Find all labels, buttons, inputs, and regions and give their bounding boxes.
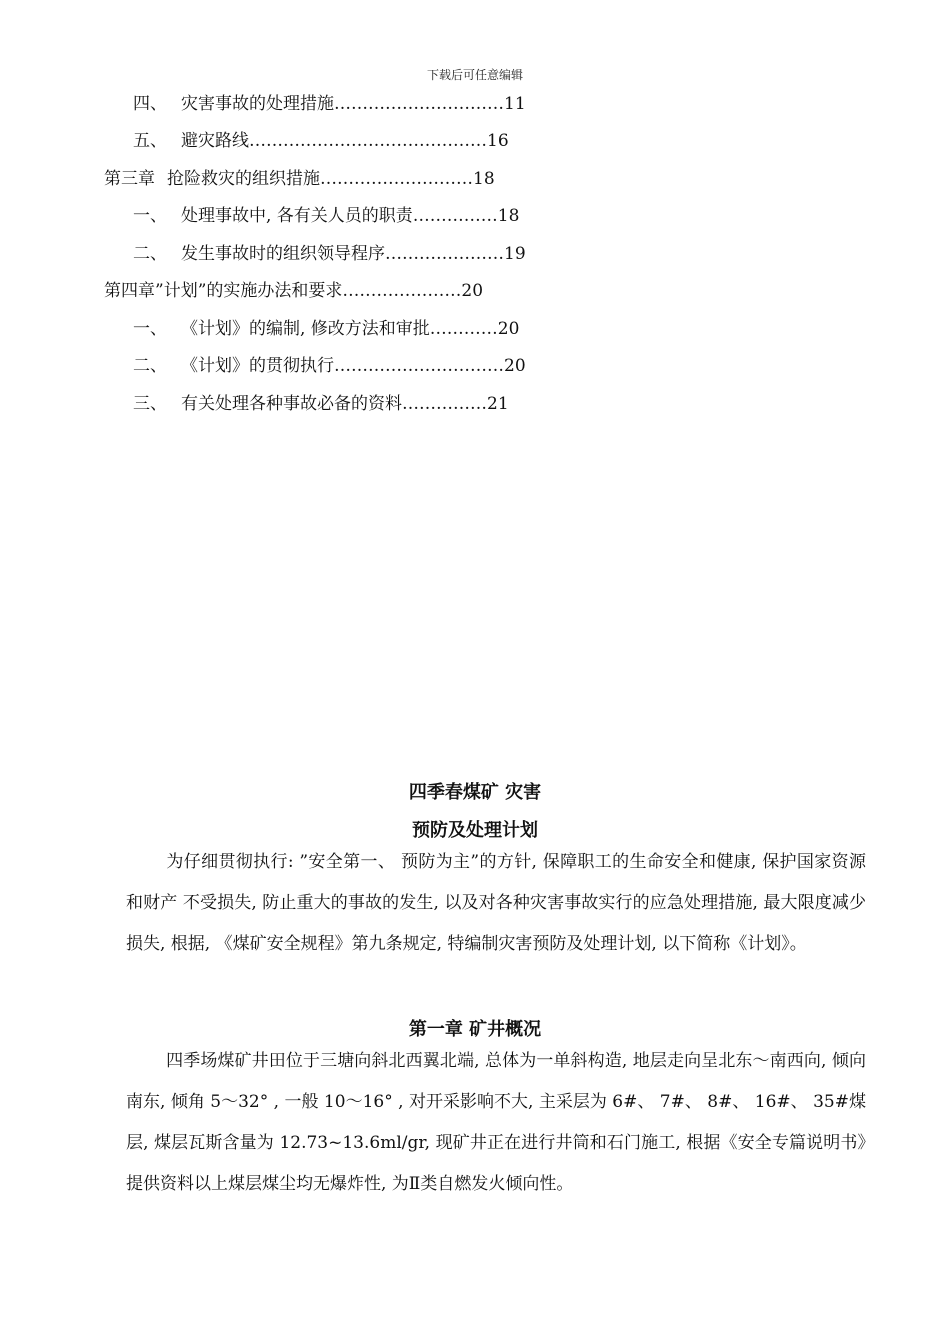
toc-entry-number: 一、 <box>133 319 167 339</box>
toc-entry <box>0 279 483 303</box>
chapter-1-heading: 第一章 矿井概况 <box>408 1019 542 1040</box>
toc-entry-text: 第四章”计划”的实施办法和要求…………………20 <box>104 281 484 301</box>
toc-entry-text: 有关处理各种事故必备的资料……………21 <box>181 394 509 414</box>
toc-entry-number: 四、 <box>133 94 167 114</box>
toc-entry <box>0 242 526 266</box>
toc-entry <box>0 317 519 341</box>
toc-entry <box>0 354 526 378</box>
toc-entry <box>0 392 509 416</box>
toc-entry <box>0 204 519 228</box>
toc-entry-text: 处理事故中, 各有关人员的职责……………18 <box>181 206 520 226</box>
toc-entry-number: 五、 <box>133 131 167 151</box>
chapter-1-paragraph <box>126 1041 866 1205</box>
toc-entry-number: 三、 <box>133 394 167 414</box>
toc-entry-text: 灾害事故的处理措施…………………………11 <box>181 94 526 114</box>
toc-entry-text: 避灾路线……………………………………16 <box>181 131 509 151</box>
chapter-1-text: 四季场煤矿井田位于三塘向斜北西翼北端, 总体为一单斜构造, 地层走向呈北东～南西向, 倾向南东, 倾角 5～32° , 一般 10～16° , 对开采影响不大, 主采层为 6#、 7#、 8#、 16#、 35#煤层, 煤层瓦斯含量为 12.73~13.6ml/gr, 现矿井正在进行井筒和石门施工, 根据《安全专篇说明书》提供资料以上煤层煤尘均无爆炸性, 为Ⅱ类自燃发火倾向性。 <box>126 1051 866 1194</box>
toc-entry-number: 二、 <box>133 356 167 376</box>
toc-entry-number: 一、 <box>133 206 167 226</box>
toc-entry-text: 发生事故时的组织领导程序…………………19 <box>181 244 526 264</box>
toc-entry <box>0 92 526 116</box>
toc-entry-number: 第三章 <box>104 169 155 189</box>
toc-entry-text: 《计划》的贯彻执行…………………………20 <box>181 356 526 376</box>
intro-text: 为仔细贯彻执行: ”安全第一、 预防为主”的方针, 保障职工的生命安全和健康, 保护国家资源和财产 不受损失, 防止重大的事故的发生, 以及对各种灾害事故实行的应急处理措施, 最大限度减少损失, 根据, 《煤矿安全规程》第九条规定, 特编制灾害预防及处理计划, 以下简称《计划》。 <box>126 852 866 954</box>
document-title-line-1: 四季春煤矿 灾害 <box>408 782 542 803</box>
header-note: 下载后可任意编辑 <box>426 68 523 82</box>
document-title-line-2: 预防及处理计划 <box>412 820 538 841</box>
intro-paragraph <box>126 842 866 965</box>
toc-entry-number: 二、 <box>133 244 167 264</box>
toc-entry-text: 抢险救灾的组织措施………………………18 <box>167 169 495 189</box>
toc-entry-text: 《计划》的编制, 修改方法和审批…………20 <box>181 319 520 339</box>
toc-entry <box>0 129 509 153</box>
toc-entry <box>0 167 495 191</box>
